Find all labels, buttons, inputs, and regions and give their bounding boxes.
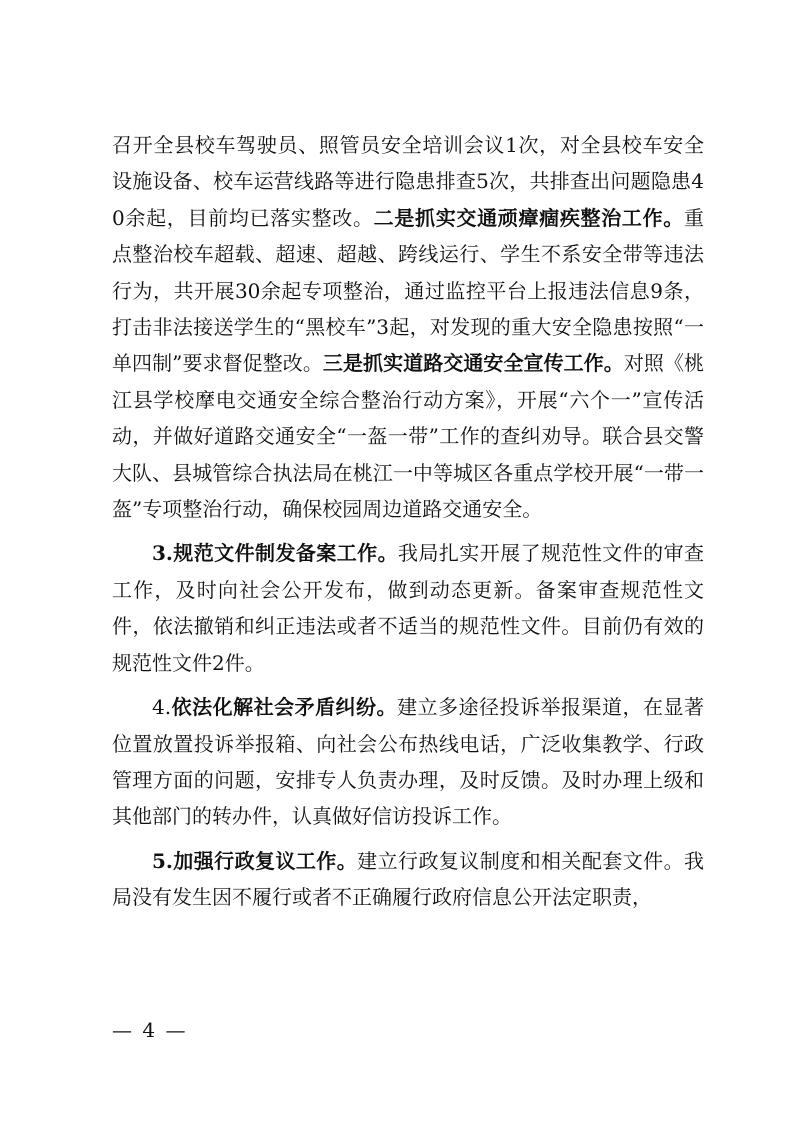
text-run: 建立多途径投诉举报渠道，在显著位置放置投诉举报箱、向社会公布热线电话，广泛收集教学、行政管理方面的问题，安排专人负责办理，及时反馈。及时办理上级和其他部门的转办件，认真做好信访投诉工作。 [112,695,705,829]
bold-heading-run: 二是抓实交通顽瘴痼疾整治工作。 [373,205,684,230]
bold-heading-run: 3.规范文件制发备案工作。 [152,541,399,566]
bold-heading-run: 依法化解社会矛盾纠纷。 [171,695,398,720]
page-number: — 4 — [112,1018,188,1042]
bold-heading-run: 三是抓实道路交通安全宣传工作。 [322,351,624,376]
body-text [112,127,704,916]
text-run: 召开全县校车驾驶员、照管员安全培训会议1次，对全县校车安全设施设备、校车运营线路等进行隐患排查5次，共排查出问题隐患40余起，目前均已落实整改。 [112,133,704,230]
paragraph-traffic-safety [112,127,704,527]
text-run: 4. [152,695,172,720]
text-run: 建立行政复议制度和相关配套文件。我局没有发生因不履行或者不正确履行政府信息公开法定职责， [112,848,704,910]
bold-heading-run: 5.加强行政复议工作。 [152,848,358,873]
text-run: 对照《桃江县学校摩电交通安全综合整治行动方案》，开展“六个一”宣传活动，并做好道路交通安全“一盔一带”工作的查纠劝导。联合县交警大队、县城管综合执法局在桃江一中等城区各重点学校开展“一带一盔”专项整治行动，确保校园周边道路交通安全。 [112,351,705,522]
paragraph-dispute-resolution [112,689,704,835]
text-run: 重点整治校车超载、超速、超越、跨线运行、学生不系安全带等违法行为，共开展30余起专项整治，通过监控平台上报违法信息9条，打击非法接送学生的“黑校车”3起，对发现的重大安全隐患按照“一单四制”要求督促整改。 [112,205,704,376]
paragraph-normative-documents [112,535,704,681]
text-run: 我局扎实开展了规范性文件的审查工作，及时向社会公开发布，做到动态更新。备案审查规范性文件，依法撤销和纠正违法或者不适当的规范性文件。目前仍有效的规范性文件2件。 [112,541,704,675]
paragraph-administrative-review [112,843,704,916]
